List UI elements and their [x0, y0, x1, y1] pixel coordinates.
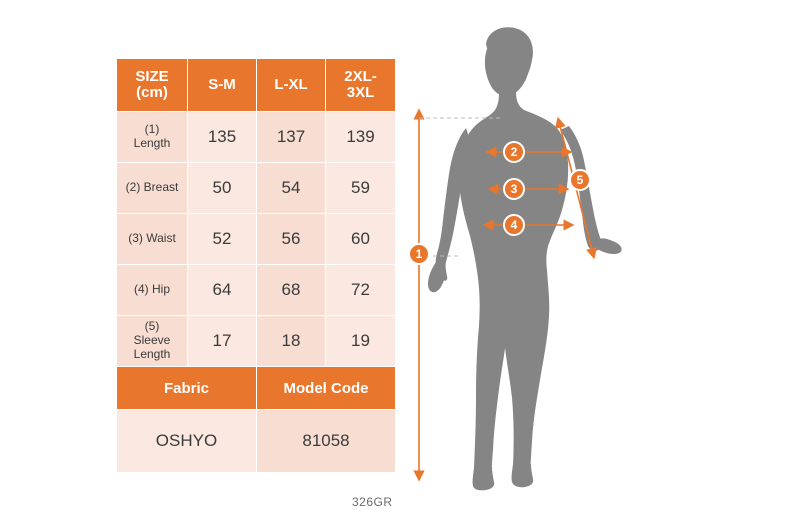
female-silhouette [428, 27, 622, 490]
header-fabric: Fabric [117, 367, 257, 410]
header-size [117, 59, 188, 112]
row-label-waist [117, 214, 188, 265]
cell-waist-2xl: 60 [326, 214, 396, 265]
cell-sleeve-lxl: 18 [257, 316, 326, 367]
row-label-line1: (3) Waist [128, 231, 176, 246]
cell-hip-2xl: 72 [326, 265, 396, 316]
badge-breast: 2 [503, 141, 525, 163]
badge-sleeve-length: 5 [569, 169, 591, 191]
cell-breast-sm: 50 [188, 163, 257, 214]
cell-waist-lxl: 56 [257, 214, 326, 265]
header-2xl-3xl [326, 59, 396, 112]
badge-waist: 3 [503, 178, 525, 200]
row-label-line1: (2) Breast [125, 180, 179, 195]
row-label-line2: Sleeve Length [133, 333, 171, 361]
size-table [116, 58, 396, 473]
cell-length-sm: 135 [188, 112, 257, 163]
table-row [117, 112, 396, 163]
table-row [117, 265, 396, 316]
header-size-line2: (cm) [136, 84, 168, 101]
value-model-code: 81058 [257, 410, 396, 473]
header-model-code: Model Code [257, 367, 396, 410]
table-row [117, 163, 396, 214]
row-label-line1: (4) Hip [133, 282, 170, 297]
row-label-sleeve-length [117, 316, 188, 367]
fabric-value-row [117, 410, 396, 473]
header-2xl-line1: 2XL- [344, 67, 377, 85]
table-row [117, 214, 396, 265]
badge-length: 1 [408, 243, 430, 265]
cell-hip-sm: 64 [188, 265, 257, 316]
header-lxl: L-XL [257, 59, 326, 112]
header-size-line1: SIZE [135, 67, 169, 85]
row-label-hip [117, 265, 188, 316]
row-label-breast [117, 163, 188, 214]
cell-sleeve-sm: 17 [188, 316, 257, 367]
row-label-line1: (1) [144, 122, 160, 137]
product-code-caption: 326GR [352, 495, 393, 509]
cell-breast-lxl: 54 [257, 163, 326, 214]
row-label-line1: (5) [144, 319, 160, 334]
value-fabric: OSHYO [117, 410, 257, 473]
header-sm: S-M [188, 59, 257, 112]
row-label-line2: Length [133, 136, 171, 150]
cell-hip-lxl: 68 [257, 265, 326, 316]
header-2xl-line2: 3XL [346, 84, 375, 101]
model-figure-area [400, 0, 800, 526]
table-header-row [117, 59, 396, 112]
row-label-length [117, 112, 188, 163]
cell-length-2xl: 139 [326, 112, 396, 163]
badge-hip: 4 [503, 214, 525, 236]
cell-length-lxl: 137 [257, 112, 326, 163]
table-row [117, 316, 396, 367]
fabric-header-row [117, 367, 396, 410]
cell-waist-sm: 52 [188, 214, 257, 265]
cell-breast-2xl: 59 [326, 163, 396, 214]
cell-sleeve-2xl: 19 [326, 316, 396, 367]
